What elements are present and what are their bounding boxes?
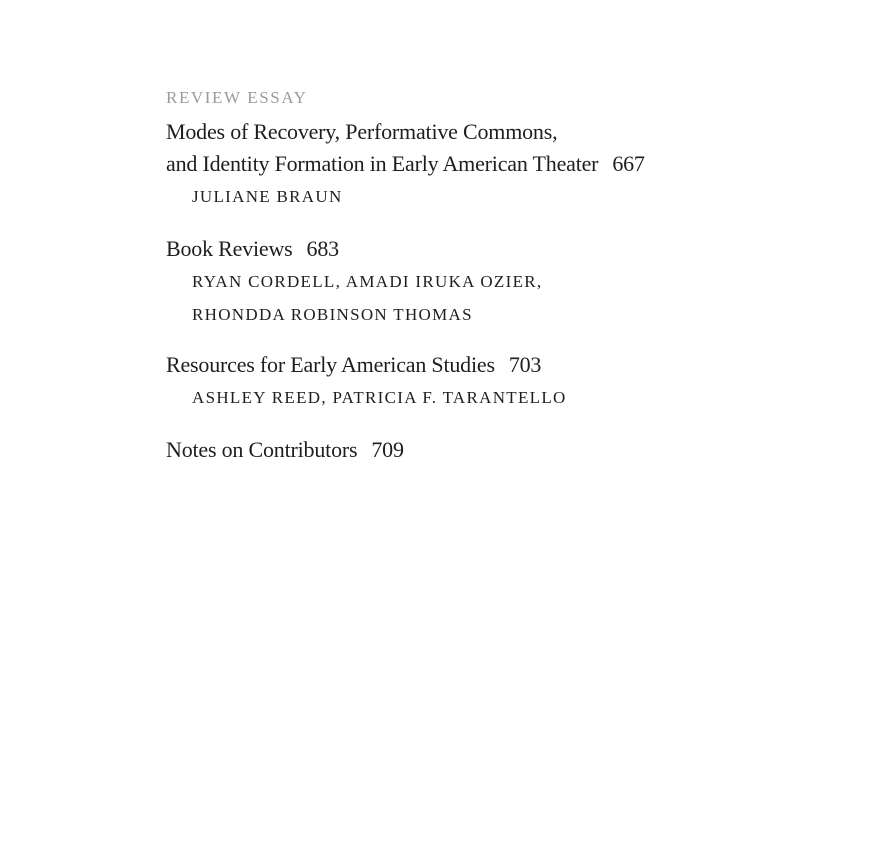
entry-title-line-1: Modes of Recovery, Performative Commons,	[166, 119, 558, 144]
page-number: 703	[508, 352, 542, 377]
entry-title-text: Notes on Contributors	[166, 437, 358, 462]
entry-author: JULIANE BRAUN	[192, 187, 343, 206]
entry-title	[166, 434, 846, 466]
entry-title	[166, 349, 846, 381]
section-label: REVIEW ESSAY	[166, 88, 308, 107]
page-number: 667	[612, 151, 645, 176]
page-number: 709	[371, 437, 404, 462]
table-of-contents	[166, 86, 846, 466]
entry-author-line-1: RYAN CORDELL, AMADI IRUKA OZIER,	[192, 272, 543, 291]
entry-title	[166, 233, 846, 265]
entry-author-line-2: RHONDDA ROBINSON THOMAS	[192, 305, 473, 324]
toc-entry-review-essay	[166, 86, 846, 213]
entry-title	[166, 116, 846, 180]
entry-author: ASHLEY REED, PATRICIA F. TARANTELLO	[192, 388, 567, 407]
page-number: 683	[306, 236, 339, 261]
entry-title-text: Book Reviews	[166, 236, 293, 261]
entry-title-line-2: and Identity Formation in Early American Theater	[166, 151, 599, 176]
toc-entry-contributors	[166, 434, 846, 466]
toc-entry-resources	[166, 349, 846, 414]
entry-title-text: Resources for Early American Studies	[166, 352, 495, 377]
toc-entry-book-reviews	[166, 233, 846, 331]
